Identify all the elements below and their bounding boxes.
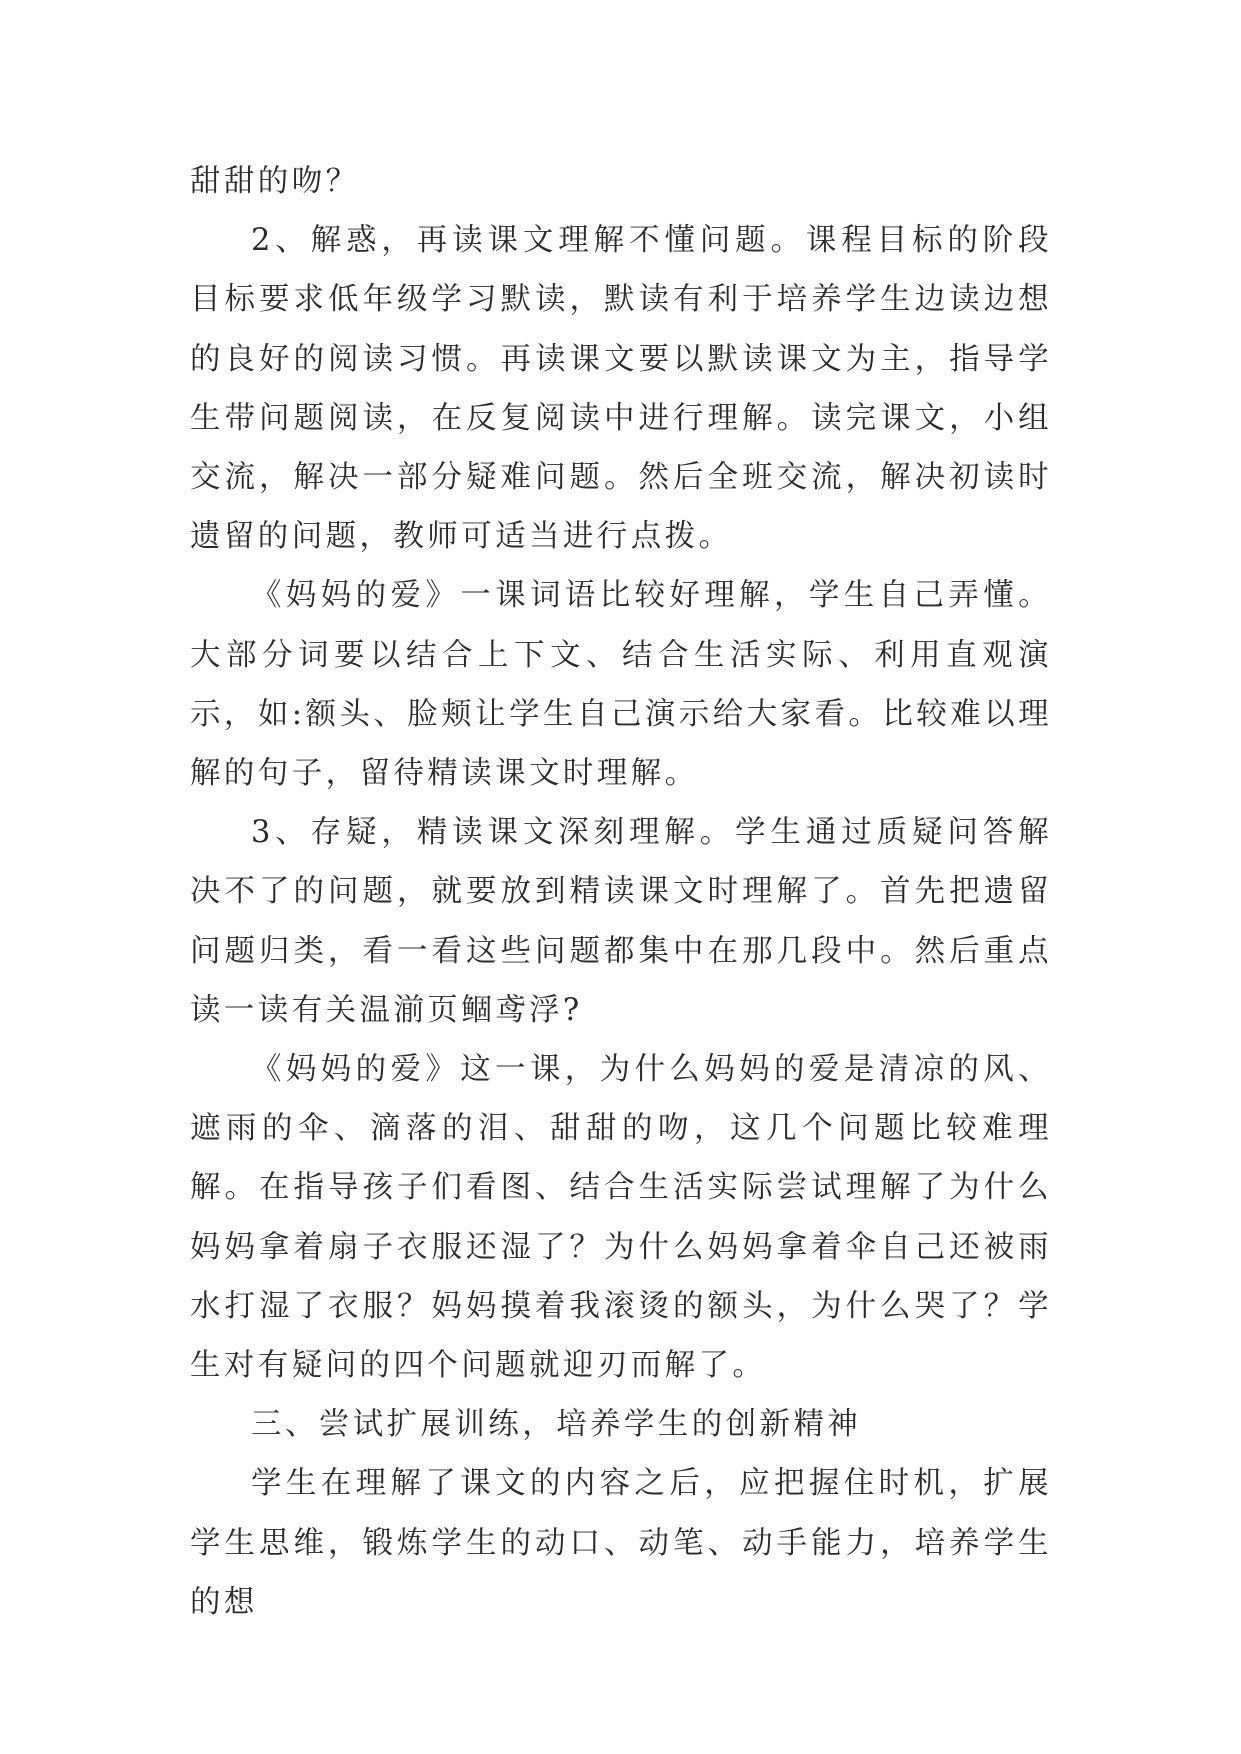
paragraph-6: 学生在理解了课文的内容之后，应把握住时机，扩展学生思维，锻炼学生的动口、动笔、动手能力，培养学生的想: [190, 1466, 1052, 1620]
paragraph-5: 《妈妈的爱》这一课，为什么妈妈的爱是清凉的风、遮雨的伞、滴落的泪、甜甜的吻，这几个问题比较难理解。在指导孩子们看图、结合生活实际尝试理解了为什么妈妈拿着扇子衣服还湿了？为什么妈妈拿着伞自己还被雨水打湿了衣服？妈妈摸着我滚烫的额头，为什么哭了？学生对有疑问的四个问题就迎刃而解了。: [190, 1052, 1052, 1384]
paragraph-2: 2、解惑，再读课文理解不懂问题。课程目标的阶段目标要求低年级学习默读，默读有利于培养学生边读边想的良好的阅读习惯。再读课文要以默读课文为主，指导学生带问题阅读，在反复阅读中进行理解。读完课文，小组交流，解决一部分疑难问题。然后全班交流，解决初读时遗留的问题，教师可适当进行点拨。: [190, 223, 1052, 555]
section-heading: 三、尝试扩展训练，培养学生的创新精神: [251, 1407, 862, 1443]
paragraph-1: 甜甜的吻？: [190, 164, 360, 199]
paragraph-4: 3、存疑，精读课文深刻理解。学生通过质疑问答解决不了的问题，就要放到精读课文时理解了。首先把遗留问题归类，看一看这些问题都集中在那几段中。然后重点读一读有关温湔页鲴鸢浮?: [190, 815, 1052, 1028]
body-text: [190, 152, 1052, 1632]
paragraph-3: 《妈妈的爱》一课词语比较好理解，学生自己弄懂。大部分词要以结合上下文、结合生活实际、利用直观演示，如:额头、脸颊让学生自己演示给大家看。比较难以理解的句子，留待精读课文时理解。: [190, 578, 1052, 792]
